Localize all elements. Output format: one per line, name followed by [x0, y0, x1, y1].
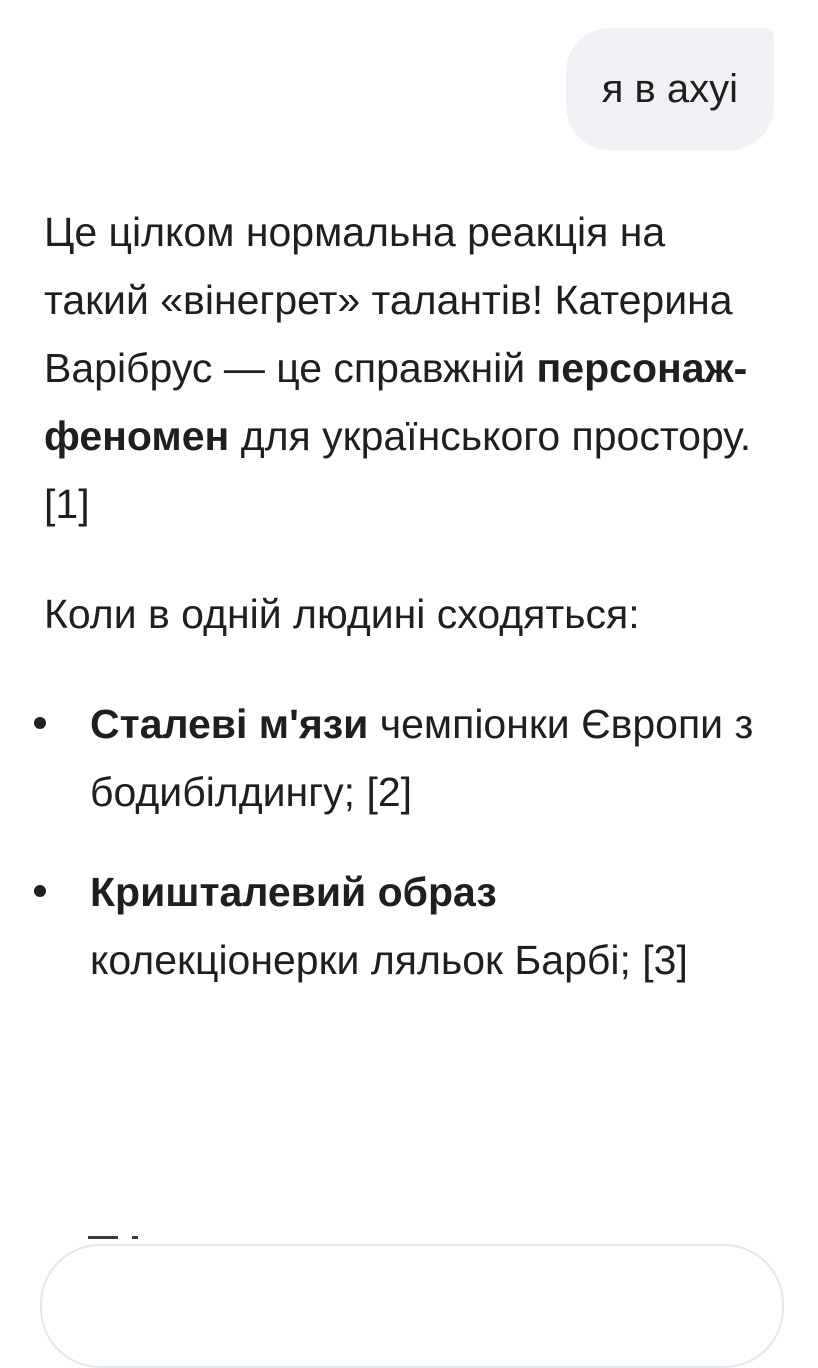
bullet-1-bold: Сталеві м'язи: [90, 701, 369, 747]
response-paragraph-2: [44, 580, 774, 648]
user-message-text: я в ахуі: [601, 67, 738, 111]
assistant-response: [44, 198, 774, 994]
bullet-2-bold: Кришталевий образ: [90, 869, 497, 915]
response-bullet-list: [44, 690, 774, 994]
message-composer[interactable]: [40, 1244, 784, 1368]
paragraph-2-text: Коли в одній людині сходяться:: [44, 591, 640, 637]
bullet-item-1: [44, 690, 774, 826]
response-paragraph-1: [44, 198, 774, 538]
paragraph-1-text-b: для українського простору.: [229, 413, 752, 459]
citation-link-2[interactable]: [2]: [366, 769, 413, 815]
paragraph-1-bold: персонаж-феномен: [44, 345, 748, 459]
bullet-2-text: колекціонерки ляльок Барбі;: [90, 937, 643, 983]
paragraph-1-text-a: Це цілком нормальна реакція на такий «вінегрет» талантів! Катерина Варібрус — це справжній: [44, 209, 733, 391]
cut-off-next-line: [88, 1236, 648, 1244]
user-message-bubble: [566, 28, 774, 150]
bullet-item-2: [44, 858, 774, 994]
citation-link-1[interactable]: [1]: [44, 481, 90, 527]
citation-link-3[interactable]: [3]: [642, 937, 688, 983]
bullet-1-text: чемпіонки Європи з бодибілдингу;: [90, 701, 754, 815]
